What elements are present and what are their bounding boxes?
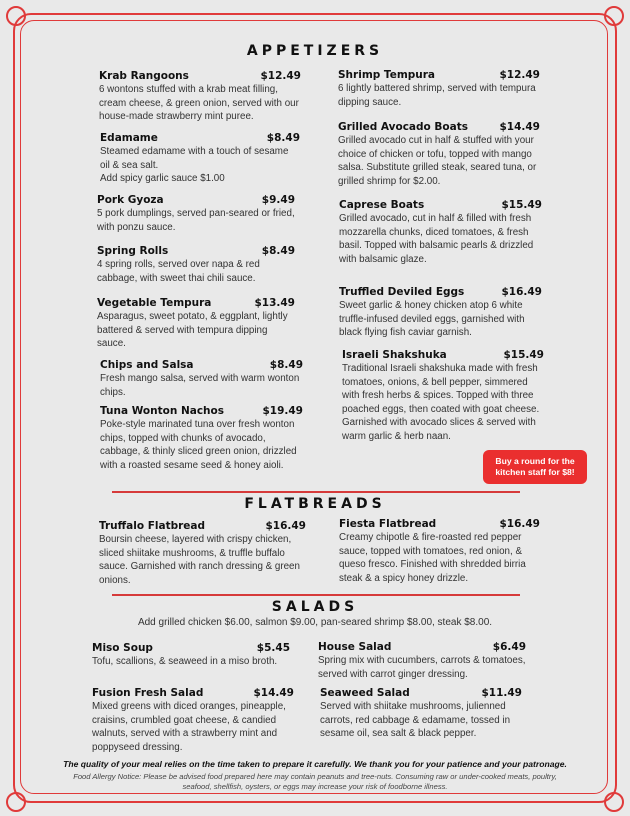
corner-flourish (6, 6, 26, 26)
section-divider (112, 491, 520, 493)
item-price: $6.49 (492, 641, 526, 653)
item-name: Fiesta Flatbread (339, 518, 437, 530)
item-name: Spring Rolls (97, 245, 169, 257)
corner-flourish (604, 792, 624, 812)
item-description: Grilled avocado cut in half & stuffed with your choice of chicken or tofu, topped with mango salsa. Substitute grilled steak, seared tuna, or grilled shrimp for $2.00. (338, 135, 537, 187)
menu-item (100, 132, 300, 186)
item-price: $11.49 (481, 687, 522, 699)
item-name: Miso Soup (92, 642, 153, 654)
item-name: Edamame (100, 132, 158, 144)
menu-item (339, 199, 542, 266)
item-price: $14.49 (253, 687, 294, 699)
item-name: Caprese Boats (339, 199, 425, 211)
item-price: $8.49 (261, 245, 295, 257)
item-price: $8.49 (266, 132, 300, 144)
menu-item (100, 405, 303, 472)
item-price: $5.45 (256, 642, 290, 654)
menu-item (342, 349, 544, 444)
item-price: $19.49 (262, 405, 303, 417)
item-description: Asparagus, sweet potato, & eggplant, lightly battered & served with tempura dipping sauce. (97, 311, 288, 350)
menu-item (97, 297, 295, 351)
item-description: Tofu, scallions, & seaweed in a miso broth. (92, 656, 278, 667)
item-description: Mixed greens with diced oranges, pineapple, craisins, crumbled goat cheese, & candied walnuts, served with a strawberry mint and poppyseed dressing. (92, 701, 286, 753)
menu-item (97, 194, 295, 234)
salads-title: SALADS (271, 599, 359, 615)
item-price: $15.49 (503, 349, 544, 361)
flatbreads-title: FLATBREADS (244, 496, 386, 512)
item-price: $8.49 (269, 359, 303, 371)
menu-item (99, 520, 306, 587)
item-description: Creamy chipotle & fire-roasted red pepper sauce, topped with tomatoes, red onion, & queso fresco. Finished with shredded birria steak & a spicy honey drizzle. (339, 532, 526, 584)
menu-item (339, 518, 540, 585)
menu-item (320, 687, 522, 741)
item-description: Fresh mango salsa, served with warm wonton chips. (100, 373, 300, 398)
item-price: $12.49 (260, 70, 301, 82)
item-description: Sweet garlic & honey chicken atop 6 white truffle-infused deviled eggs, garnished with black flying fish caviar garnish. (339, 300, 525, 339)
item-name: Seaweed Salad (320, 687, 410, 699)
item-description: Steamed edamame with a touch of sesame oil & sea salt. Add spicy garlic sauce $1.00 (100, 146, 289, 185)
patience-note: The quality of your meal relies on the time taken to prepare it carefully. We thank you for your patience and your patronage. (63, 759, 567, 769)
menu-item (338, 69, 540, 109)
item-description: 5 pork dumplings, served pan-seared or fried, with ponzu sauce. (97, 208, 295, 233)
allergy-notice: Food Allergy Notice: Please be advised food prepared here may contain peanuts and tree-nuts. Consuming raw or under-cooked meats, poultry, seafood, shellfish, oysters, or eggs may increase your risk of foodborne illness. (73, 772, 557, 791)
item-description: 4 spring rolls, served over napa & red cabbage, with sweet thai chili sauce. (97, 259, 260, 284)
item-name: Tuna Wonton Nachos (100, 405, 224, 417)
menu-item (92, 687, 294, 754)
item-price: $15.49 (501, 199, 542, 211)
corner-flourish (6, 792, 26, 812)
item-description: Served with shiitake mushrooms, julienned carrots, red cabbage & edamame, tossed in sesame oil, sea salt & black pepper. (320, 701, 511, 740)
item-name: Krab Rangoons (99, 70, 189, 82)
item-name: Shrimp Tempura (338, 69, 436, 81)
salad-add-on-note: Add grilled chicken $6.00, salmon $9.00, pan-seared shrimp $8.00, steak $8.00. (137, 617, 493, 628)
item-name: Truffalo Flatbread (99, 520, 206, 532)
menu-item (100, 359, 303, 399)
menu-item (99, 70, 301, 124)
item-price: $16.49 (265, 520, 306, 532)
item-description: Spring mix with cucumbers, carrots & tomatoes, served with carrot ginger dressing. (318, 655, 526, 680)
item-price: $9.49 (261, 194, 295, 206)
item-price: $16.49 (501, 286, 542, 298)
item-description: Grilled avocado, cut in half & filled with fresh mozzarella chunks, diced tomatoes, & fresh basil. Topped with balsamic pearls & drizzled with balsamic glaze. (339, 213, 534, 265)
item-price: $14.49 (499, 121, 540, 133)
item-name: Grilled Avocado Boats (338, 121, 468, 133)
item-price: $13.49 (254, 297, 295, 309)
item-description: Traditional Israeli shakshuka made with fresh tomatoes, onions, & bell pepper, simmered with fresh herbs & spices. Topped with three poached eggs, then coated with goat cheese. Garnished with avocado slices & served with warm garlic & herb naan. (342, 363, 540, 442)
item-description: Boursin cheese, layered with crispy chicken, sliced shiitake mushrooms, & truffle buffalo sauce. Garnished with ranch dressing & green onions. (99, 534, 300, 586)
menu-item (338, 121, 540, 188)
item-name: Pork Gyoza (97, 194, 164, 206)
item-price: $16.49 (499, 518, 540, 530)
item-name: Israeli Shakshuka (342, 349, 447, 361)
menu-item (97, 245, 295, 285)
menu-item (339, 286, 542, 340)
item-name: Fusion Fresh Salad (92, 687, 204, 699)
item-name: Truffled Deviled Eggs (339, 286, 465, 298)
appetizers-title: APPETIZERS (246, 43, 384, 59)
menu-item (318, 641, 526, 681)
menu-item (92, 642, 290, 669)
item-description: 6 wontons stuffed with a krab meat filling, cream cheese, & green onion, served with our house-made strawberry mint puree. (99, 84, 299, 123)
item-name: Vegetable Tempura (97, 297, 212, 309)
item-name: Chips and Salsa (100, 359, 194, 371)
item-description: Poke-style marinated tuna over fresh wonton chips, topped with chunks of avocado, cabbage, & thinly sliced green onion, drizzled with a roasted sesame seed & honey aioli. (100, 419, 297, 471)
item-price: $12.49 (499, 69, 540, 81)
section-divider (112, 594, 520, 596)
corner-flourish (604, 6, 624, 26)
kitchen-staff-badge: Buy a round for the kitchen staff for $8! (483, 450, 587, 484)
item-name: House Salad (318, 641, 392, 653)
item-description: 6 lightly battered shrimp, served with tempura dipping sauce. (338, 83, 536, 108)
